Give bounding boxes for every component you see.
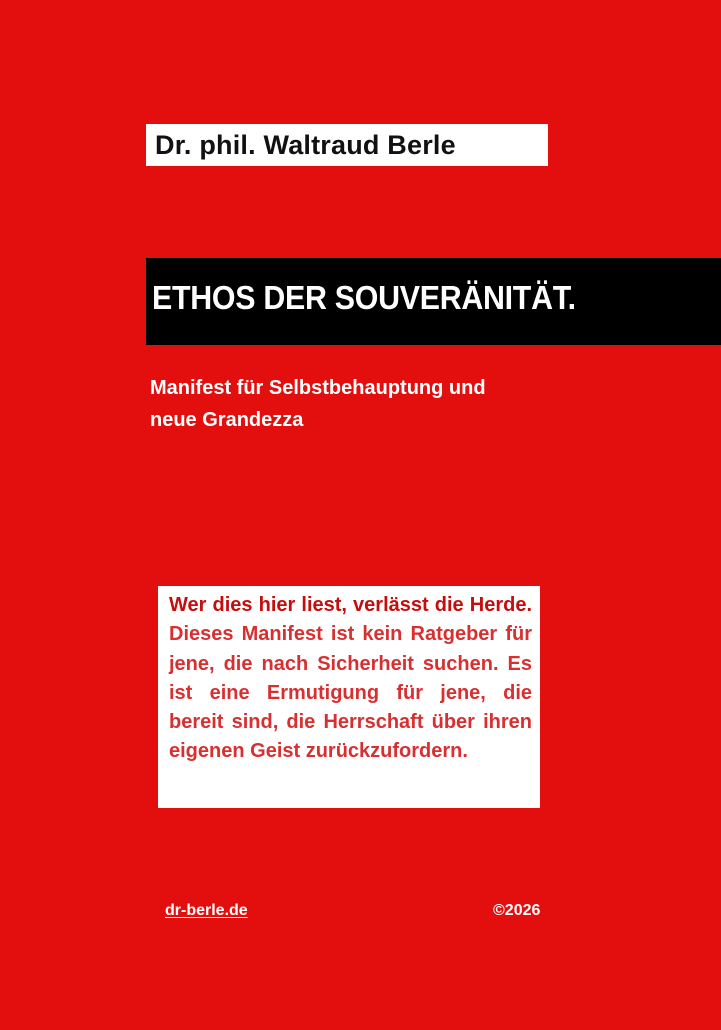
quote-lead: Wer dies hier liest, verlässt die Herde. — [169, 594, 532, 616]
book-title: ETHOS DER SOUVERÄNITÄT. — [152, 278, 576, 316]
quote-text — [169, 591, 532, 767]
subtitle-line-2: neue Grandezza — [150, 409, 304, 431]
subtitle-line-1: Manifest für Selbstbehauptung und — [150, 377, 486, 399]
author-name: Dr. phil. Waltraud Berle — [155, 129, 456, 160]
title-band — [146, 258, 721, 345]
quote-body: Dieses Manifest ist kein Ratgeber für jene, die nach Sicherheit suchen. Es ist eine Ermutigung für jene, die bereit sind, die Herrschaft über ihren eigenen Geist zurückzufordern. — [169, 623, 532, 763]
copyright-notice: ©2026 — [493, 902, 541, 919]
website-link[interactable]: dr-berle.de — [165, 902, 248, 919]
author-box — [146, 124, 548, 166]
quote-box — [158, 586, 540, 808]
subtitle — [150, 372, 590, 436]
